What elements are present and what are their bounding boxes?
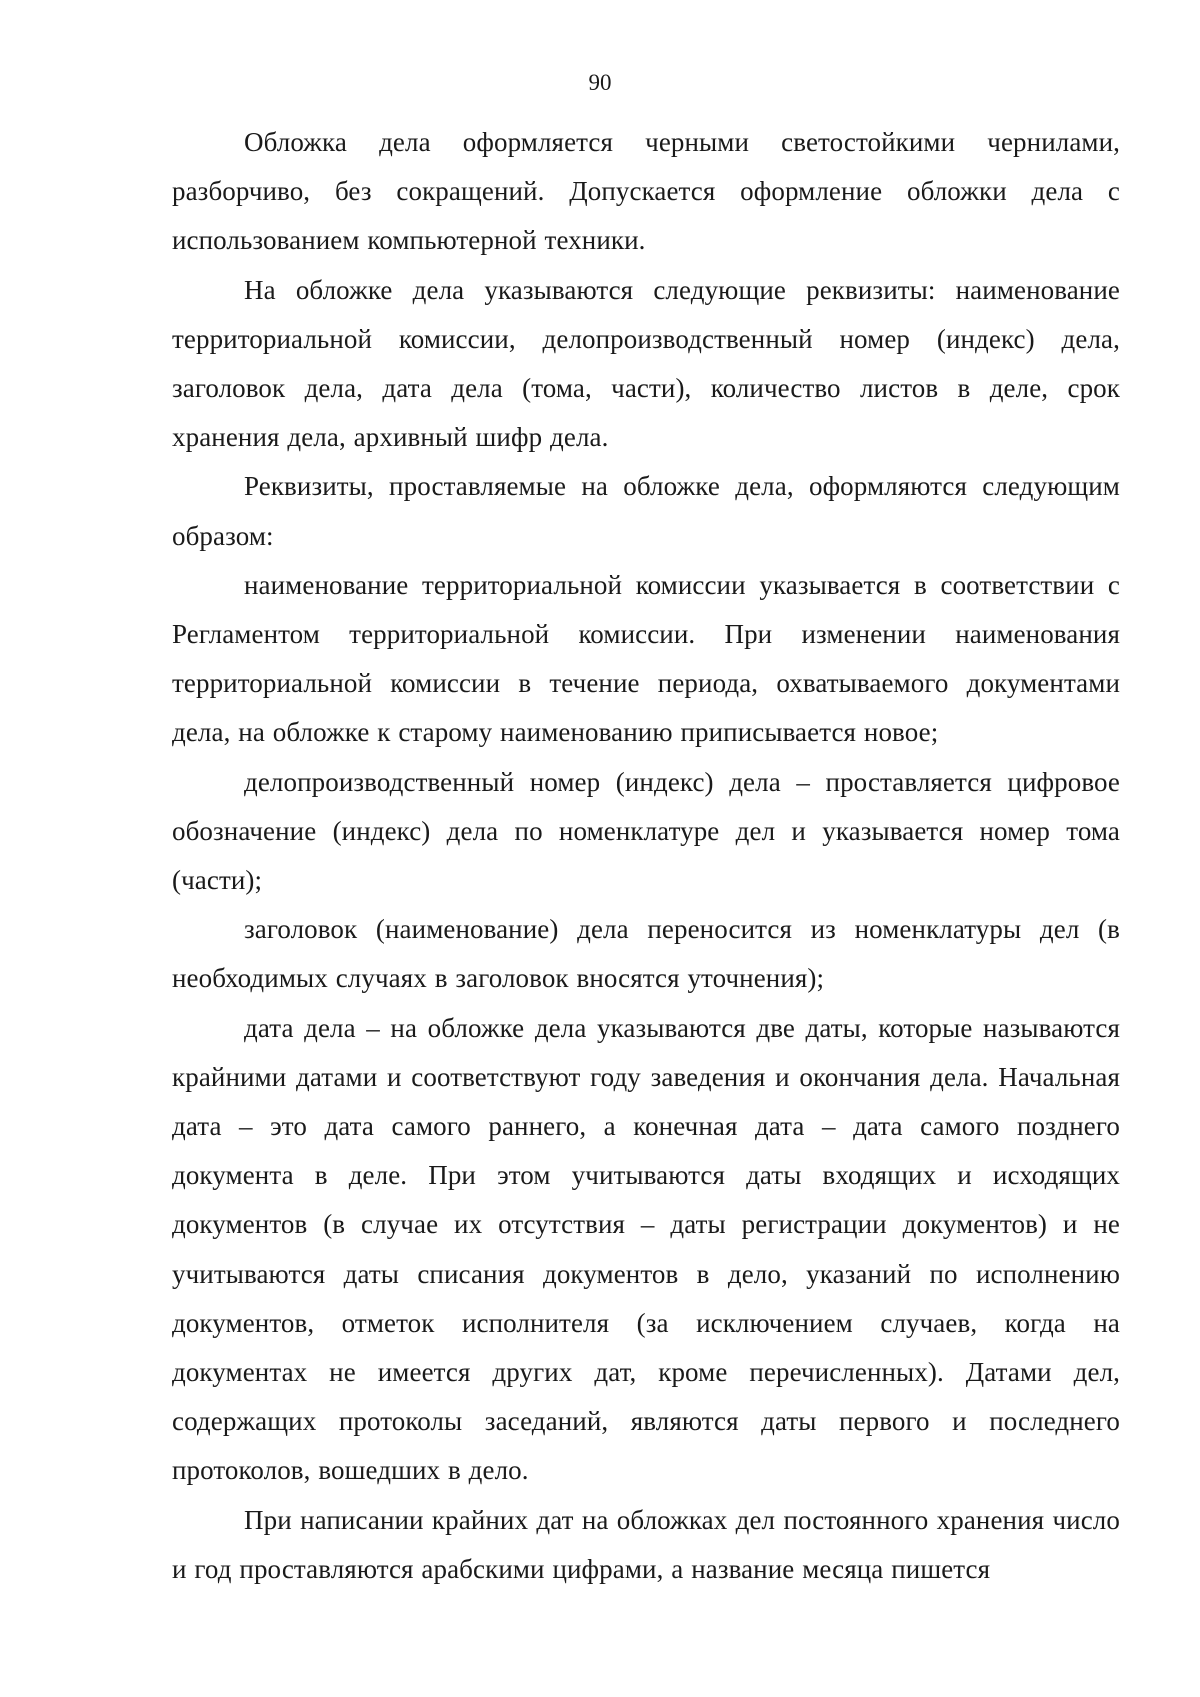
paragraph-commission-name: наименование территориальной комиссии указывается в соответствии с Регламентом территориальной комиссии. При изменении наименования территориальной комиссии в течение периода, охватываемого документами дела, на обложке к старому наименованию приписывается новое; <box>172 569 1120 748</box>
page-number: 90 <box>588 70 612 95</box>
paragraph-case-dates: дата дела – на обложке дела указываются две даты, которые называются крайними датами и соответствуют году заведения и окончания дела. Начальная дата – это дата самого раннего, а конечная дата – дата самого позднего документа в деле. При этом учитываются даты входящих и исходящих документов (в случае их отсутствия – даты регистрации документов) и не учитываются даты списания документов в дело, указаний по исполнению документов, отметок исполнителя (за исключением случаев, когда на документах не имеется других дат, кроме перечисленных). Датами дел, содержащих протоколы заседаний, являются даты первого и последнего протоколов, вошедших в дело. <box>172 1012 1120 1486</box>
paragraph-date-writing: При написании крайних дат на обложках дел постоянного хранения число и год проставляются арабскими цифрами, а название месяца пишется <box>172 1504 1120 1584</box>
page-body <box>172 118 1120 1594</box>
paragraph-cover-requisites: На обложке дела указываются следующие реквизиты: наименование территориальной комиссии, делопроизводственный номер (индекс) дела, заголовок дела, дата дела (тома, части), количество листов в деле, срок хранения дела, архивный шифр дела. <box>172 274 1120 453</box>
paragraph-requisites-format-intro: Реквизиты, проставляемые на обложке дела, оформляются следующим образом: <box>172 471 1120 551</box>
paragraph-case-index: делопроизводственный номер (индекс) дела – проставляется цифровое обозначение (индекс) дела по номенклатуре дел и указывается номер тома (части); <box>172 766 1120 896</box>
paragraph-cover-design: Обложка дела оформляется черными светостойкими чернилами, разборчиво, без сокращений. Допускается оформление обложки дела с использованием компьютерной техники. <box>172 127 1120 256</box>
paragraph-case-title: заголовок (наименование) дела переносится из номенклатуры дел (в необходимых случаях в заголовок вносятся уточнения); <box>172 914 1120 994</box>
